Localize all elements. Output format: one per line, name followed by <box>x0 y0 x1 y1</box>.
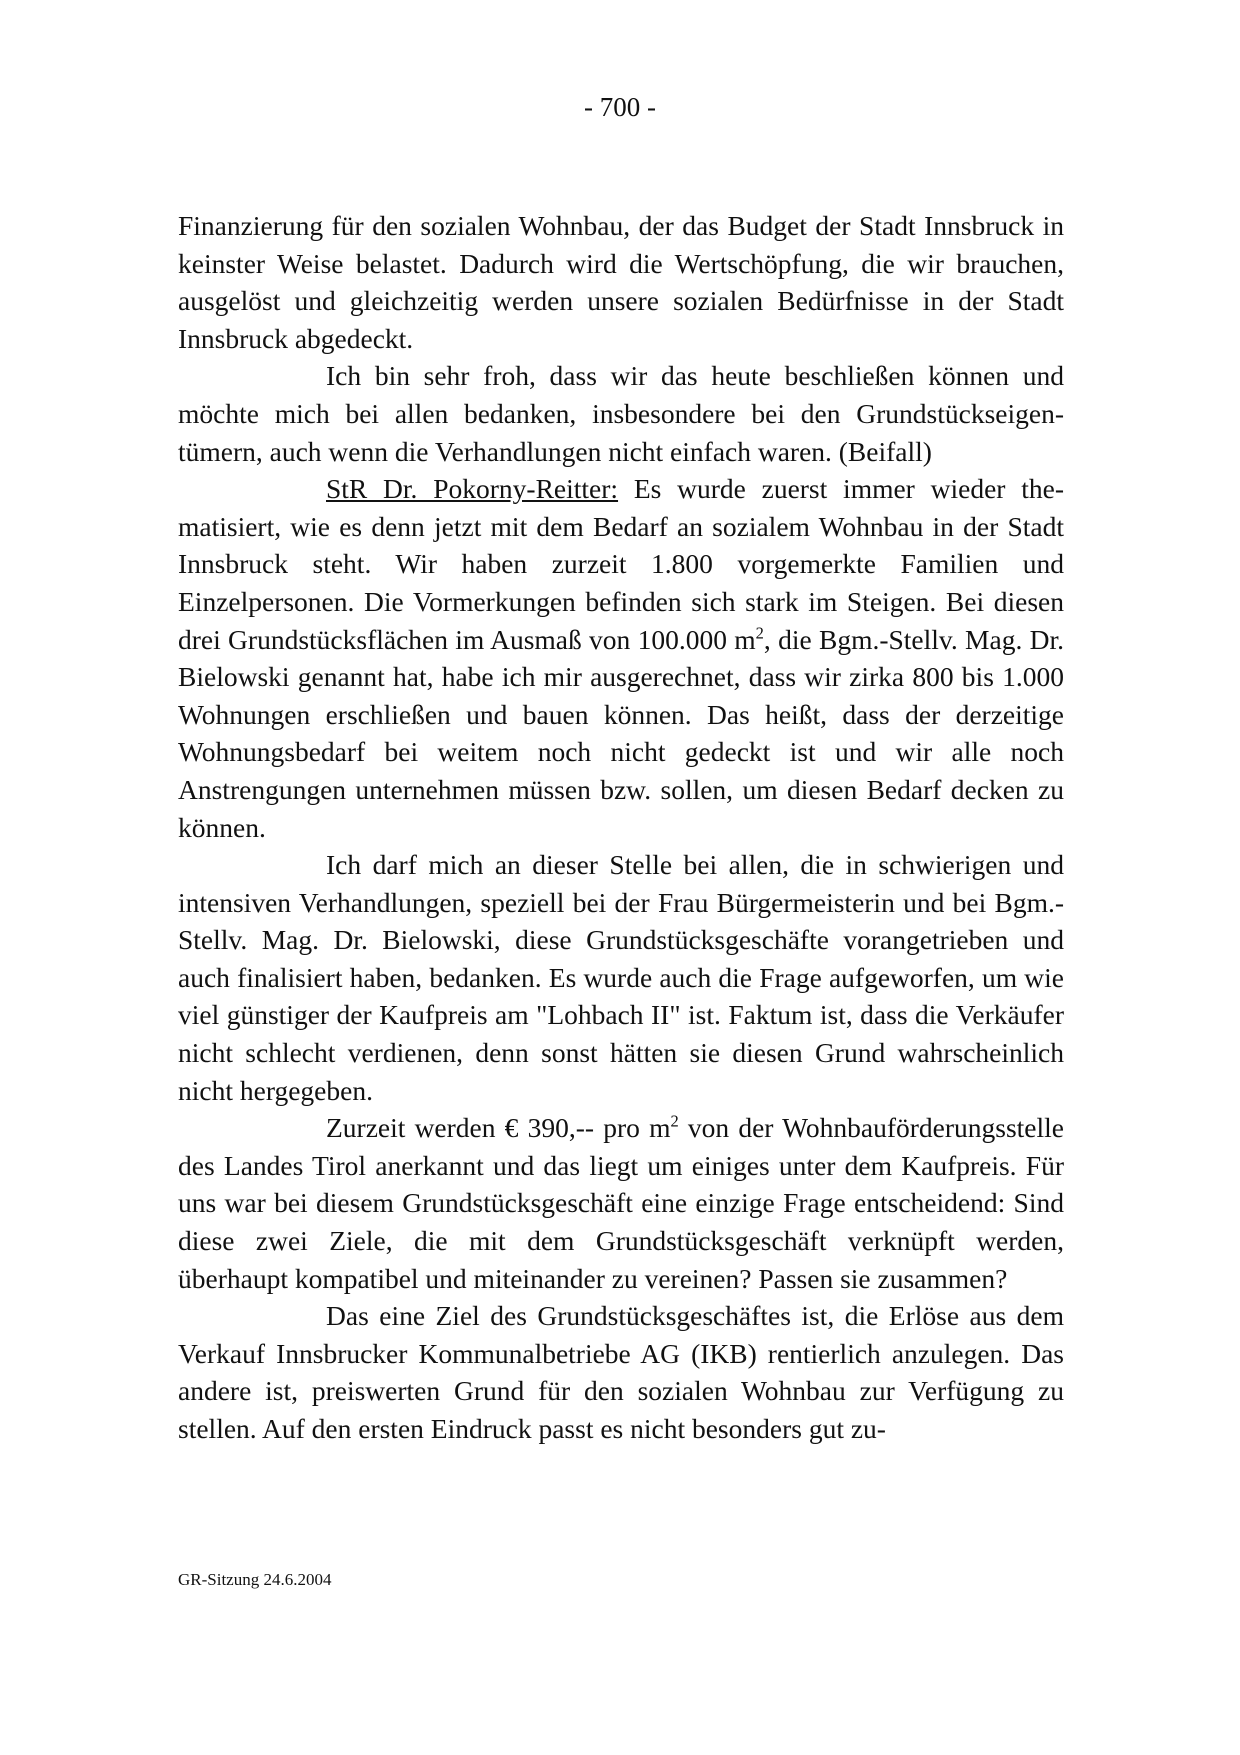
paragraph-3-text-a: Es wurde zuerst immer wieder thematisiert, wie es denn jetzt mit dem Bedarf an sozialem Wohnbau in der Stadt Innsbruck steht. Wir haben zurzeit 1.800 vorgemerkte Familien und Einzelpersonen. Die Vormerkungen befinden sich stark im Steigen. Bei diesen drei Grundstücksflächen im Ausmaß von 100.000 m <box>178 473 1064 655</box>
paragraph-1: Finanzierung für den sozialen Wohnbau, der das Budget der Stadt Innsbruck in keinster Weise belastet. Dadurch wird die Wertschöpfung, die wir brauchen, ausgelöst und gleichzeitig werden unsere sozialen Bedürfnisse in der Stadt Innsbruck abgedeckt. <box>178 210 1064 354</box>
page-number: - 700 - <box>584 92 656 122</box>
paragraph-5-text-b: von der Wohnbauförderungsstelle des Landes Tirol anerkannt und das liegt um einiges unter dem Kaufpreis. Für uns war bei diesem Grundstücksgeschäft eine einzige Frage entscheidend: Sind diese zwei Ziele, die mit dem Grundstücksgeschäft verknüpft werden, überhaupt kompatibel und miteinander zu vereinen? Passen sie zusammen? <box>178 1112 1064 1294</box>
speaker-name: StR Dr. Pokorny-Reitter: <box>326 473 619 505</box>
paragraph-5-text-a: Zurzeit werden € 390,-- pro m <box>326 1112 671 1144</box>
square-superscript: 2 <box>670 1111 679 1131</box>
paragraph-4: Ich darf mich an dieser Stelle bei allen, die in schwierigen und intensiven Verhandlungen, speziell bei der Frau Bürgermeisterin und bei Bgm.-Stellv. Mag. Dr. Bielowski, diese Grundstücksgeschäfte vorangetrieben und auch finalisiert haben, bedanken. Es wurde auch die Frage aufgeworfen, um wie viel günstiger der Kaufpreis am "Lohbach II" ist. Faktum ist, dass die Verkäufer nicht schlecht verdienen, denn sonst hätten sie diesen Grund wahrscheinlich nicht hergegeben. <box>178 849 1064 1106</box>
paragraph-3 <box>178 470 1064 846</box>
paragraph-3-text-b: , die Bgm.-Stellv. Mag. Dr. Bielowski genannt hat, habe ich mir ausgerechnet, dass wir zirka 800 bis 1.000 Wohnungen erschließen und bauen können. Das heißt, dass der derzeitige Wohnungsbedarf bei weitem noch nicht gedeckt ist und wir alle noch Anstrengungen unternehmen müssen bzw. sollen, um diesen Bedarf decken zu können. <box>178 623 1064 843</box>
body-text <box>178 207 1064 1448</box>
footer-session-date: GR-Sitzung 24.6.2004 <box>178 1570 332 1589</box>
paragraph-5 <box>178 1109 1064 1297</box>
square-superscript: 2 <box>755 622 764 642</box>
paragraph-6: Das eine Ziel des Grundstücksgeschäftes ist, die Erlöse aus dem Verkauf Innsbrucker Kommunalbetriebe AG (IKB) rentierlich anzulegen. Das andere ist, preiswerten Grund für den sozialen Wohnbau zur Verfügung zu stellen. Auf den ersten Eindruck passt es nicht besonders gut zu- <box>178 1300 1064 1444</box>
paragraph-2: Ich bin sehr froh, dass wir das heute beschließen können und möchte mich bei allen bedanken, insbesondere bei den Grundstückseigentümern, auch wenn die Verhandlungen nicht einfach waren. (Beifall) <box>178 360 1064 467</box>
